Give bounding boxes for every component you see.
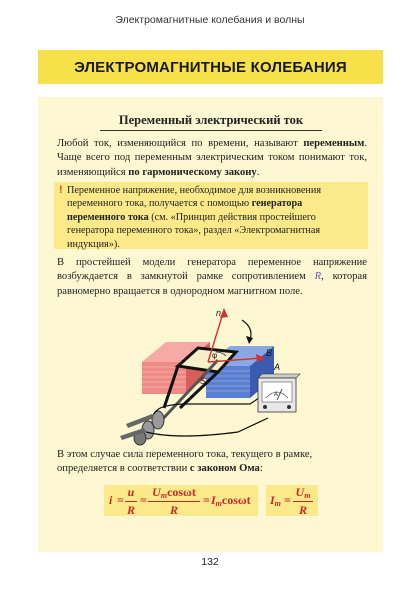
formula-amplitude-box (266, 485, 318, 516)
para1-text-a: Любой ток, изменяющийся по времени, называют (57, 138, 304, 149)
paragraph-generator (57, 256, 367, 299)
formula-im-lhs-sub: m (274, 499, 281, 508)
note-term: генератора переменного тока (67, 198, 303, 223)
para1-text-c: . Чаще всего под переменным электрическим током понимают ток, изменяющийся (57, 138, 367, 178)
formula-eq-2: = (140, 493, 147, 507)
formula-r-2: R (169, 503, 178, 517)
label-n: n (216, 308, 222, 318)
formula-um-2-sub: m (304, 491, 311, 500)
formula-eq-4: = (284, 493, 291, 507)
para2-text-a: В простейшей модели генератора переменное напряжение возбуждается в замкнутой рамке сопротивлением (57, 257, 367, 283)
formula-i: i (109, 493, 113, 507)
exclamation-icon: ! (59, 184, 63, 196)
fraction-bar-2 (148, 501, 200, 502)
formula-im-lhs-main: I (270, 493, 275, 507)
formula-um-cos-over-r (148, 485, 200, 518)
note-text (67, 184, 363, 251)
label-b: B (266, 348, 273, 358)
normal-arrowhead (220, 308, 228, 318)
formula-um-cos (148, 485, 200, 500)
formula-eq-1: = (117, 493, 124, 507)
formula-ohm-box (104, 485, 258, 516)
formula-r-1: R (126, 503, 135, 517)
formula-um-sub: m (160, 491, 168, 500)
para2-r-symbol: R (314, 271, 322, 283)
running-head: Электромагнитные колебания и волны (115, 14, 305, 26)
formula-um-2-main: U (295, 485, 305, 499)
formula-um: U (152, 485, 161, 499)
label-ammeter-dial: A (274, 392, 279, 398)
formula-r-3: R (298, 503, 307, 517)
formula-eq-3: = (203, 493, 210, 507)
formula-um-over-r (293, 485, 313, 518)
formula-im-lhs (270, 493, 281, 508)
label-s: S (200, 376, 207, 386)
page-number: 132 (201, 556, 219, 568)
section-title-underline (100, 130, 322, 131)
section-title: Переменный электрический ток (118, 113, 304, 127)
formula-im: I (211, 493, 216, 507)
rotation-arrowhead (246, 336, 253, 344)
formula-um-2 (293, 485, 313, 500)
header (0, 0, 420, 32)
formula-u-over-r (125, 485, 137, 518)
formula-um-cos-text: cosωt (167, 485, 196, 499)
fraction-bar-1 (125, 501, 137, 502)
formula-im-cos-text: cosωt (221, 493, 251, 507)
label-phi: φ (212, 351, 218, 360)
para2-text-b: , которая равномерно вращается в однородном магнитном поле. (57, 271, 367, 297)
chapter-title-band (38, 50, 383, 84)
formula-im-sub: m (215, 499, 222, 508)
formula-im-cos (211, 493, 251, 508)
chapter-title: ЭЛЕКТРОМАГНИТНЫЕ КОЛЕБАНИЯ (74, 58, 347, 76)
para3-law: с законом Ома (189, 463, 260, 475)
generator-diagram (118, 300, 308, 448)
para1-text-e: . (256, 166, 260, 178)
note-text-a: Переменное напряжение, необходимое для возникновения переменного тока, получается с помощью (67, 185, 322, 210)
paragraph-ohm (57, 448, 367, 477)
para1-term: переменным (303, 138, 365, 149)
label-ammeter: A (274, 362, 281, 372)
para3-text-a: В этом случае сила переменного тока, текущего в рамке, определяется в соответствии (57, 449, 313, 475)
para1-harmonic: по гармоническому закону (128, 166, 257, 178)
paragraph-definition (57, 137, 367, 180)
ammeter (258, 374, 300, 412)
note-text-c: (см. «Принцип действия простейшего генератора переменного тока», раздел «Электромагнитная индукция»). (67, 211, 321, 250)
fraction-bar-3 (293, 501, 313, 502)
formula-u: u (127, 485, 135, 499)
para3-text-c: : (259, 463, 263, 475)
